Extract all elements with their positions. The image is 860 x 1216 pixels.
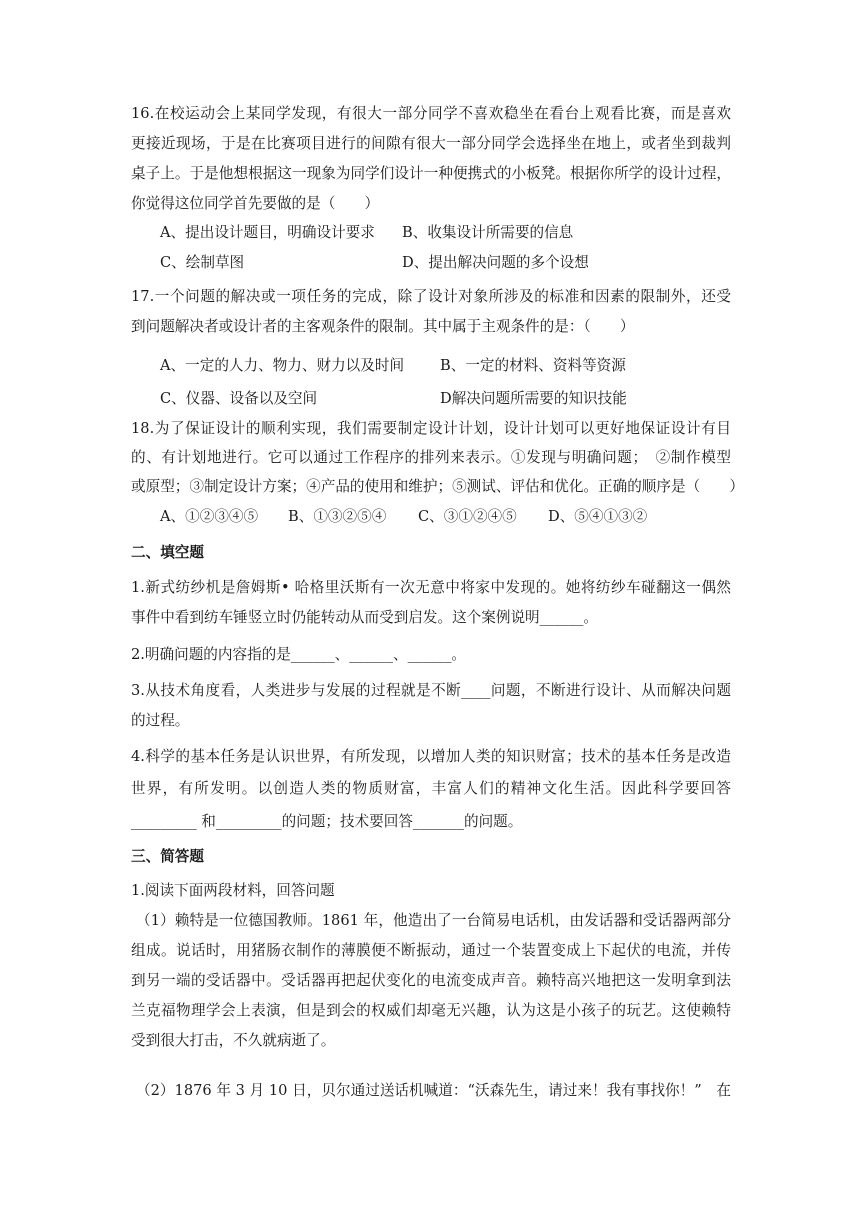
q18-option-b: B、①③②⑤④ <box>288 508 387 525</box>
short-q1-para1-line-2: 组成。说话时，用猪肠衣制作的薄膜便不断振动，通过一个装置变成上下起伏的电流，并传 <box>131 942 731 959</box>
q16-option-d: D、提出解决问题的多个设想 <box>402 254 589 271</box>
fill-q3-line-1: 3.从技术角度看，人类进步与发展的过程就是不断____问题，不断进行设计、从而解决问题 <box>131 682 731 699</box>
q16-option-c: C、绘制草图 <box>160 254 245 271</box>
fill-q3-line-2: 的过程。 <box>131 712 190 729</box>
q17-option-d: D解决问题所需要的知识技能 <box>440 390 627 407</box>
q16-line-4: 你觉得这位同学首先要做的是（ ） <box>131 195 380 212</box>
q17-option-b: B、一定的材料、资料等资源 <box>440 357 626 374</box>
short-q1-intro: 1.阅读下面两段材料，回答问题 <box>131 882 335 899</box>
q18-line-3: 或原型；③制定设计方案；④产品的使用和维护；⑤测试、评估和优化。正确的顺序是（ ） <box>131 478 744 495</box>
q17-option-c: C、仪器、设备以及空间 <box>160 390 318 407</box>
q18-line-1: 18.为了保证设计的顺利实现，我们需要制定设计计划，设计计划可以更好地保证设计有目 <box>131 420 731 437</box>
q18-option-c: C、③①②④⑤ <box>418 508 517 525</box>
q17-option-a: A、一定的人力、物力、财力以及时间 <box>160 357 405 374</box>
fill-q1-line-2: 事件中看到纺车锤竖立时仍能转动从而受到启发。这个案例说明______。 <box>131 609 599 626</box>
q18-line-2: 的、有计划地进行。它可以通过工作程序的排列来表示。①发现与明确问题； ②制作模型 <box>131 449 731 466</box>
q17-line-2: 到问题解决者或设计者的主客观条件的限制。其中属于主观条件的是：（ ） <box>131 318 635 335</box>
section-heading-fill-in: 二、填空题 <box>131 544 204 561</box>
fill-q4-line-1: 4.科学的基本任务是认识世界，有所发现，以增加人类的知识财富；技术的基本任务是改造 <box>131 748 731 765</box>
q16-line-1: 16.在校运动会上某同学发现，有很大一部分同学不喜欢稳坐在看台上观看比赛，而是喜欢 <box>131 105 731 122</box>
q18-option-d: D、⑤④①③② <box>548 508 648 525</box>
fill-q1-line-1: 1.新式纺纱机是詹姆斯• 哈格里沃斯有一次无意中将家中发现的。她将纺纱车碰翻这一偶然 <box>131 579 731 596</box>
fill-q4-line-2: 世界，有所发明。以创造人类的物质财富，丰富人们的精神文化生活。因此科学要回答 <box>131 780 731 797</box>
short-q1-para1-line-4: 兰克福物理学会上表演，但是到会的权威们却毫无兴趣，认为这是小孩子的玩艺。这使赖特 <box>131 1002 731 1019</box>
q16-line-2: 更接近现场，于是在比赛项目进行的间隙有很大一部分同学会选择坐在地上，或者坐到裁判 <box>131 135 731 152</box>
fill-q2: 2.明确问题的内容指的是______、______、______。 <box>131 646 466 663</box>
q16-option-b: B、收集设计所需要的信息 <box>402 224 574 241</box>
short-q1-para1-line-5: 受到很大打击，不久就病逝了。 <box>131 1032 336 1049</box>
fill-q4-line-3: _________ 和_________的问题；技术要回答_______的问题。 <box>131 813 523 830</box>
q17-line-1: 17.一个问题的解决或一项任务的完成，除了设计对象所涉及的标准和因素的限制外，还受 <box>131 288 731 305</box>
q18-option-a: A、①②③④⑤ <box>160 508 259 525</box>
section-heading-short-answer: 三、简答题 <box>131 848 204 865</box>
short-q1-para1-line-3: 到另一端的受话器中。受话器再把起伏变化的电流变成声音。赖特高兴地把这一发明拿到法 <box>131 972 731 989</box>
short-q1-para2-line-1: （2）1876 年 3 月 10 日，贝尔通过送话机喊道：“沃森先生，请过来！我有事找你！” 在 <box>136 1082 731 1099</box>
q16-line-3: 桌子上。于是他想根据这一现象为同学们设计一种便携式的小板凳。根据你所学的设计过程， <box>131 165 731 182</box>
q16-option-a: A、提出设计题目，明确设计要求 <box>160 224 375 241</box>
short-q1-para1-line-1: （1）赖特是一位德国教师。1861 年，他造出了一台简易电话机，由发话器和受话器两部分 <box>136 912 731 929</box>
